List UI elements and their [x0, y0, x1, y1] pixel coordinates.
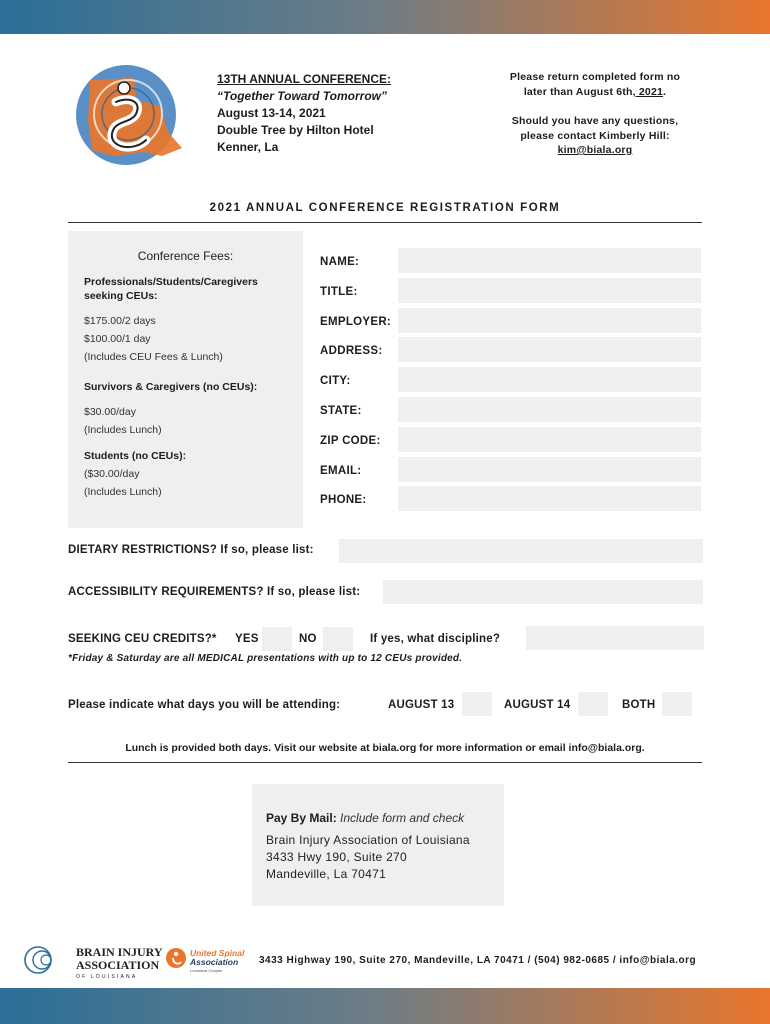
title-input[interactable] — [398, 278, 701, 303]
top-gradient-band — [0, 0, 770, 34]
fee-line: $100.00/1 day — [84, 333, 151, 345]
field-row-title — [320, 278, 702, 308]
mail-address-line: 3433 Hwy 190, Suite 270 — [266, 850, 407, 864]
ceu-label: SEEKING CEU CREDITS?* — [68, 633, 217, 645]
city-input[interactable] — [398, 367, 701, 392]
return-line-1: Please return completed form no — [509, 71, 681, 83]
usa-name-line2: Association — [190, 957, 239, 967]
mail-address-line: Brain Injury Association of Louisiana — [266, 833, 470, 847]
conference-city: Kenner, La — [217, 140, 279, 154]
field-row-zip — [320, 427, 702, 457]
discipline-input[interactable] — [526, 626, 704, 650]
lunch-note: Lunch is provided both days. Visit our website at biala.org for more information or email info@biala.org. — [125, 742, 645, 754]
united-spinal-logo-icon — [166, 948, 186, 968]
fees-professionals-label: Professionals/Students/Caregivers seeking CEUs: — [84, 276, 258, 302]
fee-line: $30.00/day — [84, 406, 136, 418]
pay-instruction: Include form and check — [340, 811, 465, 825]
fees-students-label: Students (no CEUs): — [84, 450, 187, 462]
return-period: . — [663, 85, 667, 98]
ceu-no-label: NO — [299, 633, 317, 645]
pay-heading-label: Pay By Mail: — [266, 811, 337, 825]
pay-heading — [266, 811, 490, 825]
ceu-note: *Friday & Saturday are all MEDICAL presentations with up to 12 CEUs provided. — [68, 653, 463, 664]
conference-logo — [64, 60, 190, 170]
employer-label: EMPLOYER: — [320, 315, 392, 328]
fee-line: ($30.00/day — [84, 468, 140, 480]
address-input[interactable] — [398, 337, 701, 362]
city-label: CITY: — [320, 375, 351, 388]
bia-name-line2: ASSOCIATION — [76, 958, 160, 972]
usa-name-line3: Louisiana Chapter — [190, 968, 223, 973]
address-label: ADDRESS: — [320, 345, 383, 358]
state-label: STATE: — [320, 404, 362, 417]
conference-venue: Double Tree by Hilton Hotel — [217, 123, 374, 137]
both-box[interactable] — [662, 692, 692, 716]
ceu-yes-box[interactable] — [262, 627, 292, 651]
fee-line: $175.00/2 days — [84, 315, 156, 327]
dietary-label: DIETARY RESTRICTIONS? If so, please list: — [68, 544, 314, 556]
field-row-state — [320, 397, 702, 427]
conference-title: 13TH ANNUAL CONFERENCE: — [217, 72, 392, 86]
footer-address: 3433 Highway 190, Suite 270, Mandeville, LA 70471 / (504) 982-0685 / info@biala.org — [259, 955, 697, 966]
email-input[interactable] — [398, 457, 701, 482]
title-divider — [68, 222, 702, 223]
return-deadline: later than August 6th — [523, 85, 633, 98]
phone-input[interactable] — [398, 486, 701, 511]
footer-logos — [24, 940, 260, 982]
field-row-email — [320, 457, 702, 487]
pay-by-mail-panel — [252, 784, 504, 906]
dietary-input[interactable] — [339, 539, 703, 563]
form-title: 2021 ANNUAL CONFERENCE REGISTRATION FORM — [209, 202, 561, 214]
fee-line: (Includes Lunch) — [84, 424, 162, 436]
conference-info — [217, 71, 391, 156]
questions-line: Should you have any questions, — [511, 115, 679, 127]
both-label: BOTH — [622, 699, 656, 711]
fee-line: (Includes Lunch) — [84, 486, 162, 498]
employer-input[interactable] — [398, 308, 701, 333]
contact-line: please contact Kimberly Hill: — [520, 129, 670, 142]
bia-name-line3: OF LOUISIANA — [76, 974, 138, 980]
field-row-address — [320, 337, 702, 367]
accessibility-label: ACCESSIBILITY REQUIREMENTS? If so, please list: — [68, 586, 361, 598]
name-input[interactable] — [398, 248, 701, 273]
field-row-phone — [320, 486, 702, 516]
aug13-box[interactable] — [462, 692, 492, 716]
email-label: EMAIL: — [320, 464, 362, 477]
field-row-city — [320, 367, 702, 397]
aug14-box[interactable] — [578, 692, 608, 716]
return-line-2 — [480, 85, 710, 100]
fee-line: (Includes CEU Fees & Lunch) — [84, 351, 223, 363]
discipline-label: If yes, what discipline? — [370, 633, 501, 645]
return-instructions — [480, 70, 710, 158]
name-label: NAME: — [320, 256, 360, 268]
field-row-name — [320, 248, 702, 278]
registration-fields — [320, 248, 702, 516]
conference-fees-panel — [68, 231, 303, 528]
zip-input[interactable] — [398, 427, 701, 452]
lunch-divider — [68, 762, 702, 763]
usa-name-line1: United Spinal — [190, 948, 245, 958]
aug14-label: AUGUST 14 — [504, 699, 571, 711]
mail-address-line: Mandeville, La 70471 — [266, 867, 387, 881]
contact-email-link[interactable]: kim@biala.org — [557, 144, 633, 156]
days-label: Please indicate what days you will be attending: — [68, 699, 341, 711]
title-label: TITLE: — [320, 285, 358, 298]
bia-name-line1: BRAIN INJURY — [76, 945, 163, 959]
bia-logo-icon — [25, 947, 51, 973]
aug13-label: AUGUST 13 — [388, 699, 455, 711]
fees-heading: Conference Fees: — [137, 249, 234, 263]
zip-label: ZIP CODE: — [320, 434, 381, 447]
ceu-yes-label: YES — [235, 633, 259, 645]
conference-theme: “Together Toward Tomorrow” — [217, 89, 387, 103]
return-year: , 2021 — [632, 85, 664, 98]
fees-survivors-label: Survivors & Caregivers (no CEUs): — [84, 381, 258, 393]
accessibility-input[interactable] — [383, 580, 703, 604]
bottom-gradient-band — [0, 988, 770, 1024]
state-input[interactable] — [398, 397, 701, 422]
field-row-employer — [320, 308, 702, 338]
conference-dates: August 13-14, 2021 — [217, 106, 326, 120]
ceu-no-box[interactable] — [323, 627, 353, 651]
phone-label: PHONE: — [320, 494, 367, 507]
